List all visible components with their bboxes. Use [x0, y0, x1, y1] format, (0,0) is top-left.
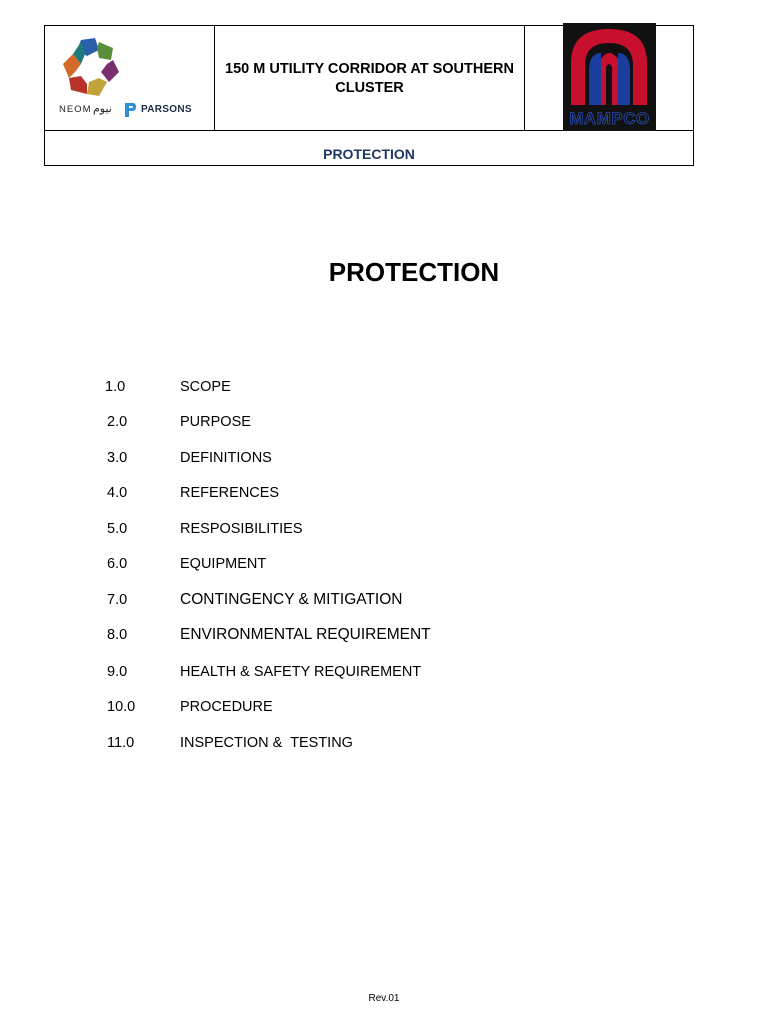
toc-item-number: 6.0: [107, 556, 128, 572]
header-top-row: [45, 26, 693, 131]
toc-item: [0, 622, 768, 648]
toc-item: [0, 587, 768, 613]
document-title: PROTECTION: [328, 257, 500, 287]
parsons-logo-icon: [123, 102, 137, 118]
toc-item-label: RESPOSIBILITIES: [180, 521, 303, 537]
client-logos-cell: [45, 26, 215, 130]
toc-item-label: CONTINGENCY & MITIGATION: [180, 591, 403, 608]
toc-item-label: PROCEDURE: [180, 699, 273, 715]
toc-item-label: EQUIPMENT: [180, 556, 267, 572]
project-title: 150 M UTILITY CORRIDOR AT SOUTHERN CLUSTER: [225, 61, 514, 96]
toc-item-number: 3.0: [107, 450, 128, 466]
contractor-logo-cell: [525, 26, 693, 130]
toc-item-label: SCOPE: [180, 379, 231, 395]
toc-item-label: HEALTH & SAFETY REQUIREMENT: [180, 664, 422, 680]
toc-item-label: INSPECTION & TESTING: [180, 735, 353, 751]
neom-logo-icon: [59, 36, 123, 100]
toc-item: [0, 694, 768, 720]
section-label: PROTECTION: [323, 146, 415, 162]
section-label-row: [45, 131, 693, 165]
toc-item: [0, 516, 768, 542]
neom-wordmark: NEOM: [59, 104, 92, 115]
project-title-cell: [215, 26, 525, 130]
toc-item: [0, 374, 768, 400]
toc-item-label: ENVIRONMENTAL REQUIREMENT: [180, 626, 431, 643]
toc-item-number: 2.0: [107, 414, 128, 430]
toc-item-number: 5.0: [107, 521, 128, 537]
document-header: [44, 25, 694, 166]
toc-item-label: PURPOSE: [180, 414, 251, 430]
revision-footer: Rev.01: [368, 993, 400, 1004]
toc-item-number: 4.0: [107, 485, 128, 501]
toc-item-number: 11.0: [107, 735, 135, 751]
toc-item: [0, 445, 768, 471]
toc-item: [0, 551, 768, 577]
toc-item: [0, 659, 768, 685]
toc-item-number: 7.0: [107, 592, 128, 608]
neom-arabic-wordmark: نيوم: [93, 102, 112, 115]
toc-item: [0, 409, 768, 435]
toc-item-number: 1.0: [105, 379, 126, 395]
toc-item-number: 8.0: [107, 627, 128, 643]
mampco-logo-icon: [563, 23, 656, 131]
toc-item-number: 9.0: [107, 664, 128, 680]
toc-item-number: 10.0: [107, 699, 136, 715]
mampco-wordmark: MAMPCO: [569, 109, 650, 128]
toc-item: [0, 730, 768, 756]
parsons-wordmark: PARSONS: [141, 104, 192, 115]
toc-item-label: DEFINITIONS: [180, 450, 272, 466]
toc-item: [0, 480, 768, 506]
toc-item-label: REFERENCES: [180, 485, 280, 501]
